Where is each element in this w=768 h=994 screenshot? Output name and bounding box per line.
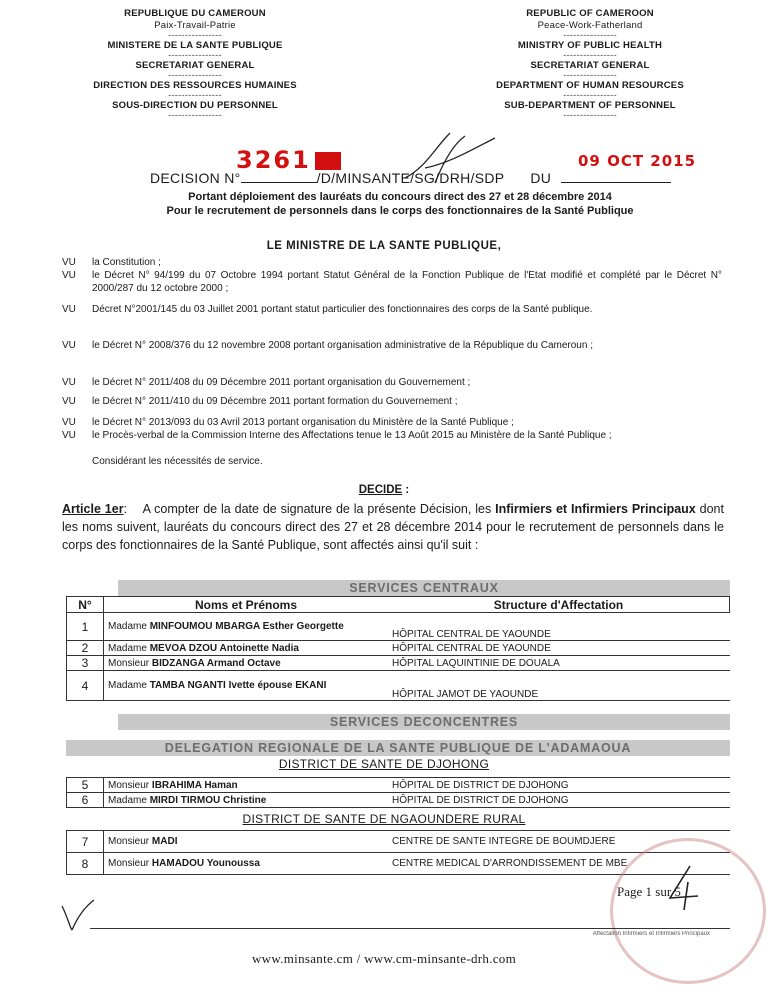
row-structure: HÔPITAL DE DISTRICT DE DJOHONG <box>388 778 730 793</box>
row-num: 7 <box>67 831 104 853</box>
vu-item <box>62 396 722 409</box>
row-num: 6 <box>67 793 104 808</box>
article-1: Article 1er: A compter de la date de signature de la présente Décision, les Infirmiers et Infirmiers Principaux dont les noms suivent, lauréats du concours direct des 27 et 28 décembre 2014 pour le recrutement de personnels dans le corps des fonctionnaires de la Santé Publique, sont affectés ainsi qu'il suit : <box>62 502 724 552</box>
row-structure: HÔPITAL DE DISTRICT DE DJOHONG <box>388 793 730 808</box>
vu-text: le Décret N° 2011/408 du 09 Décembre 2011 portant organisation du Gouvernement ; <box>92 377 471 388</box>
subtitle-line-2: Pour le recrutement de personnels dans le corps des fonctionnaires de la Santé Publique <box>166 205 634 217</box>
row-name: IBRAHIMA Haman <box>151 779 238 791</box>
footer-rule <box>90 928 730 929</box>
stamp-ink-blot <box>315 152 341 170</box>
table-row <box>67 613 730 641</box>
decision-line <box>150 170 671 186</box>
minister-heading: LE MINISTRE DE LA SANTE PUBLIQUE, <box>266 240 502 252</box>
vu-item <box>62 257 722 270</box>
row-structure: CENTRE MEDICAL D'ARRONDISSEMENT DE MBE <box>388 853 730 875</box>
row-name: MEVOA DZOU Antoinette Nadia <box>149 642 299 654</box>
divider: ---------------- <box>168 50 222 61</box>
row-name: HAMADOU Younoussa <box>151 858 260 869</box>
divider: ---------------- <box>168 90 222 101</box>
secretariat-fr: SECRETARIAT GENERAL <box>135 60 255 71</box>
decision-number-stamp: 3261 <box>236 146 311 174</box>
header-name: Noms et Prénoms <box>194 597 298 612</box>
vu-item <box>62 456 722 469</box>
district-djohong: DISTRICT DE SANTE DE DJOHONG <box>278 757 490 771</box>
footer-links: www.minsante.cm / www.cm-minsante-drh.com <box>251 951 517 966</box>
row-title: Madame <box>108 794 147 806</box>
table-row <box>67 671 730 701</box>
vu-label: VU <box>62 270 76 281</box>
article-text-a: A compter de la date de signature de la présente Décision, les <box>142 502 492 516</box>
district-ngaoundere: DISTRICT DE SANTE DE NGAOUNDERE RURAL <box>242 812 526 826</box>
country-en: REPUBLIC OF CAMEROON <box>526 8 654 19</box>
divider: ---------------- <box>563 30 617 41</box>
header-left <box>70 8 320 120</box>
vu-label: VU <box>62 396 76 407</box>
vu-text: le Décret N° 94/199 du 07 Octobre 1994 portant Statut Général de la Fonction Publique de l'Etat modifié et complété par le Décret N° 2000/287 du 12 octobre 2000 ; <box>92 270 722 294</box>
vu-text: le Procès-verbal de la Commission Interne des Affectations tenue le 13 Août 2015 au Ministère de la Santé Publique ; <box>92 430 612 441</box>
divider: ---------------- <box>168 30 222 41</box>
motto-fr: Paix-Travail-Patrie <box>154 20 236 31</box>
services-deconcentres-banner: SERVICES DECONCENTRES <box>118 714 730 730</box>
services-centraux-banner: SERVICES CENTRAUX <box>118 580 730 596</box>
date-stamp: 09 OCT 2015 <box>578 152 697 170</box>
row-title: Monsieur <box>108 858 150 869</box>
vu-item <box>62 304 722 317</box>
row-num: 2 <box>67 641 104 656</box>
article-label: Article 1er <box>62 502 124 516</box>
vu-text: Décret N°2001/145 du 03 Juillet 2001 portant statut particulier des fonctionnaires des corps de la Santé publique. <box>92 304 593 315</box>
secretariat-en: SECRETARIAT GENERAL <box>530 60 650 71</box>
central-table <box>66 596 730 701</box>
subdirection-en: SUB-DEPARTMENT OF PERSONNEL <box>504 100 676 111</box>
subtitle-line-1: Portant déploiement des lauréats du concours direct des 27 et 28 décembre 2014 <box>188 191 612 203</box>
row-name: MADI <box>151 836 178 847</box>
row-title: Monsieur <box>108 779 150 791</box>
vu-text: le Décret N° 2011/410 du 09 Décembre 2011 portant formation du Gouvernement ; <box>92 396 458 407</box>
article-bold: Infirmiers et Infirmiers Principaux <box>495 502 696 516</box>
motto-en: Peace-Work-Fatherland <box>537 20 643 31</box>
vu-text: le Décret N° 2008/376 du 12 novembre 2008 portant organisation administrative de la République du Cameroun ; <box>92 340 593 351</box>
vu-item <box>62 417 722 430</box>
row-name: MIRDI TIRMOU Christine <box>149 794 267 806</box>
row-title: Monsieur <box>108 836 150 847</box>
vu-text: le Décret N° 2013/093 du 03 Avril 2013 portant organisation du Ministère de la Santé Publique ; <box>92 417 514 428</box>
row-title: Madame <box>108 642 147 654</box>
vu-item <box>62 270 722 295</box>
subdirection-fr: SOUS-DIRECTION DU PERSONNEL <box>112 100 278 111</box>
row-structure: HÔPITAL JAMOT DE YAOUNDE <box>388 671 730 701</box>
vu-label: VU <box>62 257 76 268</box>
row-title: Madame <box>108 621 147 632</box>
row-structure: HÔPITAL LAQUINTINIE DE DOUALA <box>388 656 730 671</box>
header-num: N° <box>67 597 104 613</box>
country-fr: REPUBLIQUE DU CAMEROUN <box>124 8 266 19</box>
divider: ---------------- <box>563 110 617 121</box>
divider: ---------------- <box>563 70 617 81</box>
row-num: 4 <box>67 671 104 701</box>
divider: ---------------- <box>168 70 222 81</box>
vu-text: la Constitution ; <box>92 257 161 268</box>
vu-item <box>62 340 722 353</box>
header-right <box>450 8 730 120</box>
vu-item <box>62 377 722 390</box>
direction-en: DEPARTMENT OF HUMAN RESOURCES <box>496 80 684 91</box>
row-num: 3 <box>67 656 104 671</box>
decision-suffix: /D/MINSANTE/SG/DRH/SDP <box>316 170 505 186</box>
table-header-row <box>67 597 730 613</box>
vu-item <box>62 430 722 443</box>
table-row <box>67 778 731 793</box>
ministry-fr: MINISTERE DE LA SANTE PUBLIQUE <box>107 40 283 51</box>
row-num: 5 <box>67 778 104 793</box>
row-structure: CENTRE DE SANTE INTEGRE DE BOUMDJERE <box>388 831 730 853</box>
table-row <box>67 641 730 656</box>
initial-mark <box>662 862 702 912</box>
decide-word: DECIDE <box>358 484 403 496</box>
divider: ---------------- <box>563 90 617 101</box>
direction-fr: DIRECTION DES RESSOURCES HUMAINES <box>93 80 297 91</box>
row-structure: HÔPITAL CENTRAL DE YAOUNDE <box>388 641 730 656</box>
vu-label: VU <box>62 304 76 315</box>
vu-label <box>62 456 92 469</box>
header-structure: Structure d'Affectation <box>493 597 624 612</box>
row-name: BIDZANGA Armand Octave <box>151 657 281 669</box>
row-name: TAMBA NGANTI Ivette épouse EKANI <box>149 680 327 691</box>
delegation-banner: DELEGATION REGIONALE DE LA SANTE PUBLIQUE DE L'ADAMAOUA <box>66 740 730 756</box>
vu-label: VU <box>62 340 76 351</box>
vu-label: VU <box>62 417 76 428</box>
table-row <box>67 831 731 853</box>
decision-du: DU <box>530 170 552 186</box>
article-text-b: dont les noms suivent, lauréats du concours direct des 27 et 28 décembre 2014 pour le recrutement de personnels dans le corps des fonctionnaires de la Santé Publique, sont affectés ainsi qu'il suit : <box>62 502 724 552</box>
row-num: 8 <box>67 853 104 875</box>
row-title: Monsieur <box>108 657 150 669</box>
divider: ---------------- <box>563 50 617 61</box>
row-name: MINFOUMOU MBARGA Esther Georgette <box>149 621 344 632</box>
row-structure: HÔPITAL CENTRAL DE YAOUNDE <box>388 613 730 641</box>
vu-label: VU <box>62 430 76 441</box>
ministry-en: MINISTRY OF PUBLIC HEALTH <box>517 40 663 51</box>
page-number: Page 1 sur 5 <box>617 884 681 899</box>
table-row <box>67 656 730 671</box>
row-title: Madame <box>108 680 147 691</box>
decide-heading: DECIDE : <box>358 484 410 496</box>
vu-text: Considérant les nécessités de service. <box>92 456 263 467</box>
table-row <box>67 793 731 808</box>
vu-label: VU <box>62 377 76 388</box>
row-num: 1 <box>67 613 104 641</box>
decision-prefix: DECISION N° <box>150 170 241 186</box>
footer-small-text: Affectation Infirmiers et Infirmiers Principaux <box>592 931 710 937</box>
divider: ---------------- <box>168 110 222 121</box>
district-1-table <box>66 777 730 808</box>
